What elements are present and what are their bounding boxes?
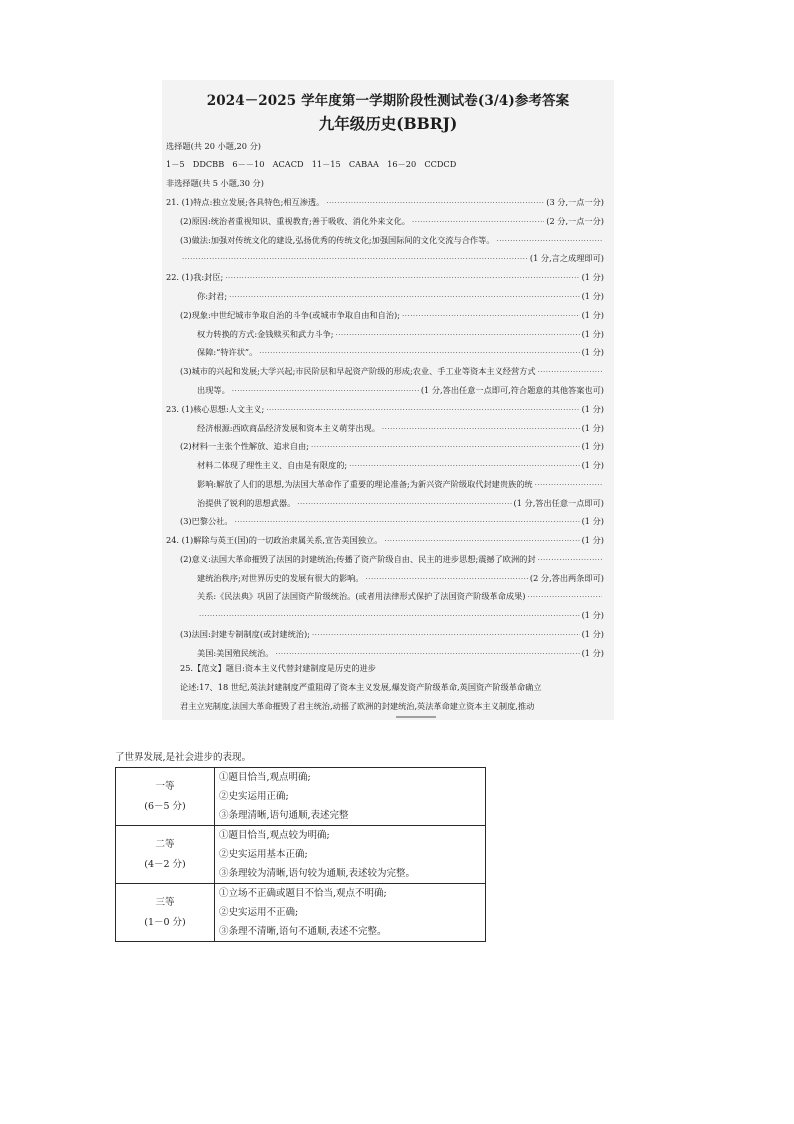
answer-line (166, 404, 604, 415)
grade-level: 三等 (155, 896, 175, 908)
score-note: (1 分) (581, 329, 604, 339)
grade-range: (1－0 分) (144, 916, 186, 928)
answer-text: 美国:美国殖民统治。 (197, 648, 274, 658)
answer-text: 22. (1)我:封臣; (166, 272, 224, 282)
answer-text: 24. (1)解除与英王(国)的一切政治隶属关系,宣告美国独立。 (166, 535, 383, 545)
answer-line (180, 516, 604, 527)
grade-criterion: ②史实运用基本正确; (219, 849, 308, 860)
score-note: (1 分) (581, 629, 604, 639)
answer-line (197, 460, 604, 471)
q25-body-line: 论述:17、18 世纪,英法封建制度严重阻碍了资本主义发展,爆发资产阶级革命,英国资产阶级革命确立 (180, 682, 542, 692)
score-note: (1 分) (581, 441, 604, 451)
grade-criteria-cell (215, 826, 486, 884)
dot-leader (312, 630, 580, 640)
dot-leader (382, 424, 580, 434)
dot-leader (402, 311, 580, 321)
score-note: (1 分) (581, 516, 604, 526)
score-note: (1 分) (581, 460, 604, 470)
answer-line (166, 535, 604, 546)
answer-text: 23. (1)核心思想:人文主义; (166, 404, 265, 414)
answer-line (197, 385, 604, 396)
dot-leader (199, 611, 580, 621)
answer-text: (3)法国:封建专制制度(或封建统治); (180, 629, 310, 639)
grade-criteria-cell (215, 884, 486, 942)
score-note: (1 分,言之成理即可) (529, 253, 604, 263)
score-note: (1 分) (581, 648, 604, 658)
answer-text: 经济根源:西欧商品经济发展和资本主义萌芽出现。 (197, 423, 380, 433)
answer-text: (3)做法:加强对传统文化的建设,弘扬优秀的传统文化;加强国际间的文化交流与合作等。 (180, 235, 495, 245)
answer-text: (3)城市的兴起和发展;大学兴起;市民阶层和早起资产阶级的形成;农业、手工业等资本主义经营方式 (180, 366, 536, 376)
dot-leader (229, 292, 580, 302)
answer-text: 关系:《民法典》巩固了法国资产阶级统治。(或者用法律形式保护了法国资产阶级革命成果) (197, 591, 526, 601)
answer-line (197, 479, 604, 490)
dot-leader (297, 499, 511, 509)
dot-leader (311, 442, 580, 452)
answer-text: (3)巴黎公社。 (180, 516, 233, 526)
dot-leader (259, 348, 579, 358)
q25-title: 25.【范文】题目:资本主义代替封建制度是历史的进步 (180, 663, 376, 673)
grading-row (116, 884, 486, 942)
dot-leader (225, 273, 579, 283)
score-note: (1 分) (581, 291, 604, 301)
answer-line (180, 629, 604, 640)
scanned-answer-page (162, 80, 614, 720)
nonchoice-heading: 非选择题(共 5 小题,30 分) (166, 178, 264, 188)
grade-criteria-cell (215, 768, 486, 826)
score-note: (1 分) (581, 404, 604, 414)
dot-leader (326, 198, 544, 208)
answer-line (197, 610, 604, 621)
dot-leader (412, 217, 544, 227)
grade-criterion: ③条理不清晰,语句不通顺,表述不完整。 (219, 926, 387, 937)
answer-text: 保障:“特许状”。 (197, 347, 258, 357)
answer-text: (2)意义:法国大革命摧毁了法国的封建统治;传播了资产阶级自由、民主的进步思想;震撼了欧洲的封 (180, 554, 536, 564)
dot-leader (538, 367, 602, 377)
score-note: (1 分) (581, 610, 604, 620)
dot-leader (538, 555, 602, 565)
answer-text: (2)材料一主张个性解放、追求自由; (180, 441, 309, 451)
grade-criterion: ③条理较为清晰,语句较为通顺,表述较为完整。 (219, 868, 416, 879)
dot-leader (496, 236, 602, 246)
document-title: 2024－2025 学年度第一学期阶段性测试卷(3/4)参考答案 (206, 93, 570, 109)
grade-level: 一等 (155, 780, 175, 792)
grade-criterion: ①立场不正确或题目不恰当,观点不明确; (219, 888, 387, 899)
answer-line (180, 216, 604, 227)
grade-level-cell (116, 768, 215, 826)
answer-text: (2)现象:中世纪城市争取自治的斗争(或城市争取自由和自治); (180, 310, 401, 320)
grade-criterion: ①题目恰当,观点明确; (219, 772, 311, 783)
score-note: (1 分) (581, 310, 604, 320)
answer-line (180, 310, 604, 321)
dot-leader (266, 405, 579, 415)
grading-row (116, 768, 486, 826)
score-note: (1 分) (581, 423, 604, 433)
answer-line (197, 648, 604, 659)
grade-range: (4－2 分) (144, 858, 186, 870)
answer-text: 21. (1)特点:独立发展;各具特色;相互渗透。 (166, 197, 325, 207)
dot-leader (275, 649, 579, 659)
dot-leader (527, 592, 602, 602)
score-note: (2 分,答出两条即可) (529, 573, 604, 583)
answer-text: 材料二体现了理性主义、自由是有限度的; (197, 460, 348, 470)
dot-leader (535, 480, 602, 490)
dot-leader (235, 517, 580, 527)
answer-text: (2)原因:统治者重视知识、重视教育;善于吸收、消化外来文化。 (180, 216, 410, 226)
answer-line (180, 441, 604, 452)
grade-level-cell (116, 826, 215, 884)
answer-line (197, 498, 604, 509)
answer-line (166, 197, 604, 208)
answer-line (180, 554, 604, 565)
answer-line (180, 253, 604, 264)
dot-leader (336, 330, 580, 340)
answer-line (180, 235, 604, 246)
answer-line (197, 329, 604, 340)
dot-leader (366, 574, 528, 584)
answer-text: 出现等。 (197, 385, 230, 395)
score-note: (1 分,答出任意一点即可,符合题意的其他答案也可) (420, 385, 604, 395)
answer-text: 权力转换的方式:金钱赎买和武力斗争; (197, 329, 334, 339)
answer-line (197, 591, 604, 602)
answer-line (166, 272, 604, 283)
score-note: (3 分,一点一分) (546, 197, 604, 207)
score-note: (1 分) (581, 535, 604, 545)
grade-criterion: ③条理清晰,语句通顺,表述完整 (219, 810, 349, 821)
answer-line (197, 291, 604, 302)
grading-row (116, 826, 486, 884)
grading-table (115, 767, 486, 942)
choice-answers: 1－5 DDCBB 6－－10 ACACD 11－15 CABAA 16－20 CCDCD (166, 159, 457, 169)
q25-continuation: 了世界发展,是社会进步的表现。 (115, 752, 252, 763)
answer-line (197, 423, 604, 434)
answer-text: 影响:解放了人们的思想,为法国大革命作了重要的理论准备;为新兴资产阶级取代封建贵族的统 (197, 479, 533, 489)
score-note: (1 分) (581, 347, 604, 357)
score-note: (1 分) (581, 272, 604, 282)
dot-leader (349, 461, 579, 471)
document-subtitle: 九年级历史(BBRJ) (318, 114, 458, 133)
grade-criterion: ②史实运用不正确; (219, 907, 299, 918)
choice-heading: 选择题(共 20 小题,20 分) (166, 141, 261, 151)
grade-level: 二等 (155, 838, 175, 850)
q25-body-line: 君主立宪制度,法国大革命摧毁了君主统治,动摇了欧洲的封建统治,英法革命建立资本主义制度,推动 (180, 701, 535, 711)
grade-range: (6－5 分) (144, 800, 186, 812)
dot-leader (384, 536, 579, 546)
answer-line (180, 366, 604, 377)
answer-text: 建统治秩序;对世界历史的发展有很大的影响。 (197, 573, 364, 583)
grade-level-cell (116, 884, 215, 942)
answer-text: 治提供了锐利的思想武器。 (197, 498, 296, 508)
grade-criterion: ②史实运用正确; (219, 791, 289, 802)
score-note: (1 分,答出任意一点即可) (513, 498, 604, 508)
dot-leader (232, 386, 419, 396)
answer-text: 你:封君; (197, 291, 228, 301)
grade-criterion: ①题目恰当,观点较为明确; (219, 830, 330, 841)
score-note: (2 分,一点一分) (546, 216, 604, 226)
answer-line (197, 347, 604, 358)
page-cutoff-edge (162, 716, 614, 720)
dot-leader (182, 254, 528, 264)
answer-line (197, 573, 604, 584)
